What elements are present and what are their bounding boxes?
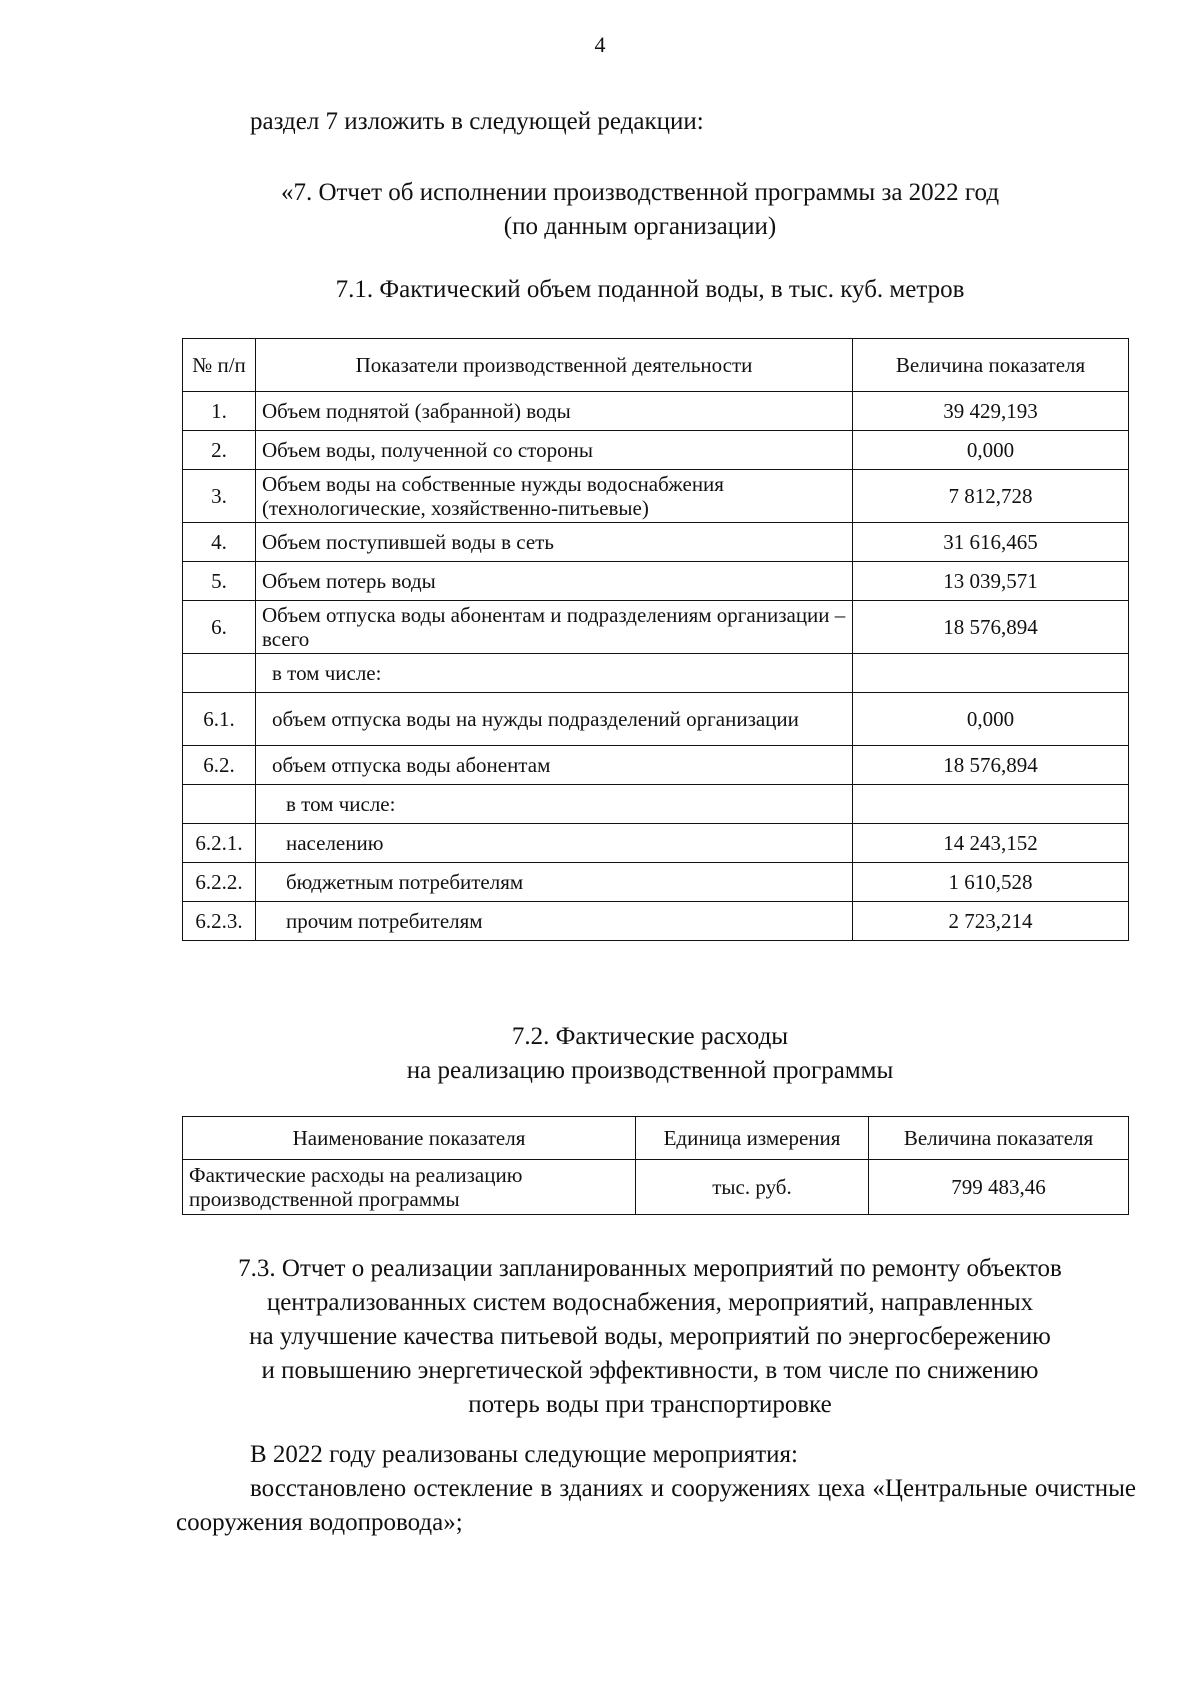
body-paragraph: В 2022 году реализованы следующие мероприятия:	[250, 1441, 798, 1468]
row-label: Объем поступившей воды в сеть	[256, 523, 853, 562]
row-value	[853, 785, 1129, 824]
section-7-3-line: потерь воды при транспортировке	[468, 1391, 832, 1418]
table-header-row	[183, 339, 1129, 392]
section-7-subtitle: (по данным организации)	[503, 213, 777, 240]
table-row	[183, 431, 1129, 470]
table-row	[183, 785, 1129, 824]
section-7-3-line: централизованных систем водоснабжения, мероприятий, направленных	[266, 1289, 1034, 1316]
page-number: 4	[594, 32, 606, 57]
row-num: 6.	[183, 601, 256, 654]
row-num: 6.2.2.	[183, 863, 256, 902]
body-paragraph: восстановлено остекление в зданиях и сооружениях цеха «Центральные очистные сооружения водопровода»;	[176, 1475, 1136, 1536]
row-name: Фактические расходы на реализацию производственной программы	[183, 1160, 636, 1215]
row-value: 14 243,152	[853, 824, 1129, 863]
table-row	[183, 392, 1129, 431]
header-name: Наименование показателя	[183, 1117, 636, 1160]
row-label: Объем воды, полученной со стороны	[256, 431, 853, 470]
table-row	[183, 693, 1129, 746]
table-row	[183, 601, 1129, 654]
row-value: 0,000	[853, 693, 1129, 746]
header-indicator: Показатели производственной деятельности	[256, 339, 853, 392]
table-row	[183, 863, 1129, 902]
row-num: 2.	[183, 431, 256, 470]
row-num: 3.	[183, 470, 256, 523]
table-row	[183, 1160, 1129, 1215]
table-row	[183, 523, 1129, 562]
row-value: 799 483,46	[869, 1160, 1129, 1215]
row-value: 18 576,894	[853, 746, 1129, 785]
row-num: 1.	[183, 392, 256, 431]
row-label: в том числе:	[256, 654, 853, 693]
table-row	[183, 902, 1129, 941]
row-label: Объем поднятой (забранной) воды	[256, 392, 853, 431]
row-label: объем отпуска воды абонентам	[256, 746, 853, 785]
row-value: 31 616,465	[853, 523, 1129, 562]
section-7-3-line: на улучшение качества питьевой воды, мероприятий по энергосбережению	[249, 1323, 1051, 1350]
row-num: 6.2.1.	[183, 824, 256, 863]
row-label: объем отпуска воды на нужды подразделений организации	[256, 693, 853, 746]
row-unit: тыс. руб.	[636, 1160, 869, 1215]
section-7-2-subtitle: на реализацию производственной программы	[406, 1057, 894, 1084]
row-num: 6.2.	[183, 746, 256, 785]
header-value: Величина показателя	[869, 1117, 1129, 1160]
table-header-row	[183, 1117, 1129, 1160]
water-volume-table	[182, 338, 1129, 941]
row-num	[183, 785, 256, 824]
row-value: 1 610,528	[853, 863, 1129, 902]
row-label: прочим потребителям	[256, 902, 853, 941]
row-num: 4.	[183, 523, 256, 562]
row-label: бюджетным потребителям	[256, 863, 853, 902]
row-label: Объем отпуска воды абонентам и подразделениям организации – всего	[256, 601, 853, 654]
row-value	[853, 654, 1129, 693]
table-row	[183, 824, 1129, 863]
row-value: 2 723,214	[853, 902, 1129, 941]
section-7-2-title: 7.2. Фактические расходы	[511, 1023, 789, 1050]
section-7-title: «7. Отчет об исполнении производственной программы за 2022 год	[280, 179, 1000, 206]
row-value: 18 576,894	[853, 601, 1129, 654]
section-7-2-heading	[170, 1020, 1130, 1088]
section-7-3-heading	[170, 1252, 1130, 1422]
table-row	[183, 746, 1129, 785]
row-num: 5.	[183, 562, 256, 601]
table-row	[183, 470, 1129, 523]
section-7-heading	[200, 176, 1080, 244]
table-row	[183, 654, 1129, 693]
header-value: Величина показателя	[853, 339, 1129, 392]
section-7-3-line: и повышению энергетической эффективности, в том числе по снижению	[261, 1357, 1039, 1384]
row-num: 6.2.3.	[183, 902, 256, 941]
row-label: Объем воды на собственные нужды водоснабжения (технологические, хозяйственно-питьевые)	[256, 470, 853, 523]
header-unit: Единица измерения	[636, 1117, 869, 1160]
row-num	[183, 654, 256, 693]
row-num: 6.1.	[183, 693, 256, 746]
row-value: 0,000	[853, 431, 1129, 470]
header-num: № п/п	[183, 339, 256, 392]
intro-text: раздел 7 изложить в следующей редакции:	[250, 108, 704, 135]
row-label: в том числе:	[256, 785, 853, 824]
row-label: населению	[256, 824, 853, 863]
row-value: 7 812,728	[853, 470, 1129, 523]
section-7-3-line: 7.3. Отчет о реализации запланированных мероприятий по ремонту объектов	[238, 1255, 1062, 1282]
expenses-table	[182, 1116, 1129, 1215]
row-value: 13 039,571	[853, 562, 1129, 601]
row-value: 39 429,193	[853, 392, 1129, 431]
table-row	[183, 562, 1129, 601]
section-7-1-title: 7.1. Фактический объем поданной воды, в тыс. куб. метров	[335, 276, 965, 303]
row-label: Объем потерь воды	[256, 562, 853, 601]
